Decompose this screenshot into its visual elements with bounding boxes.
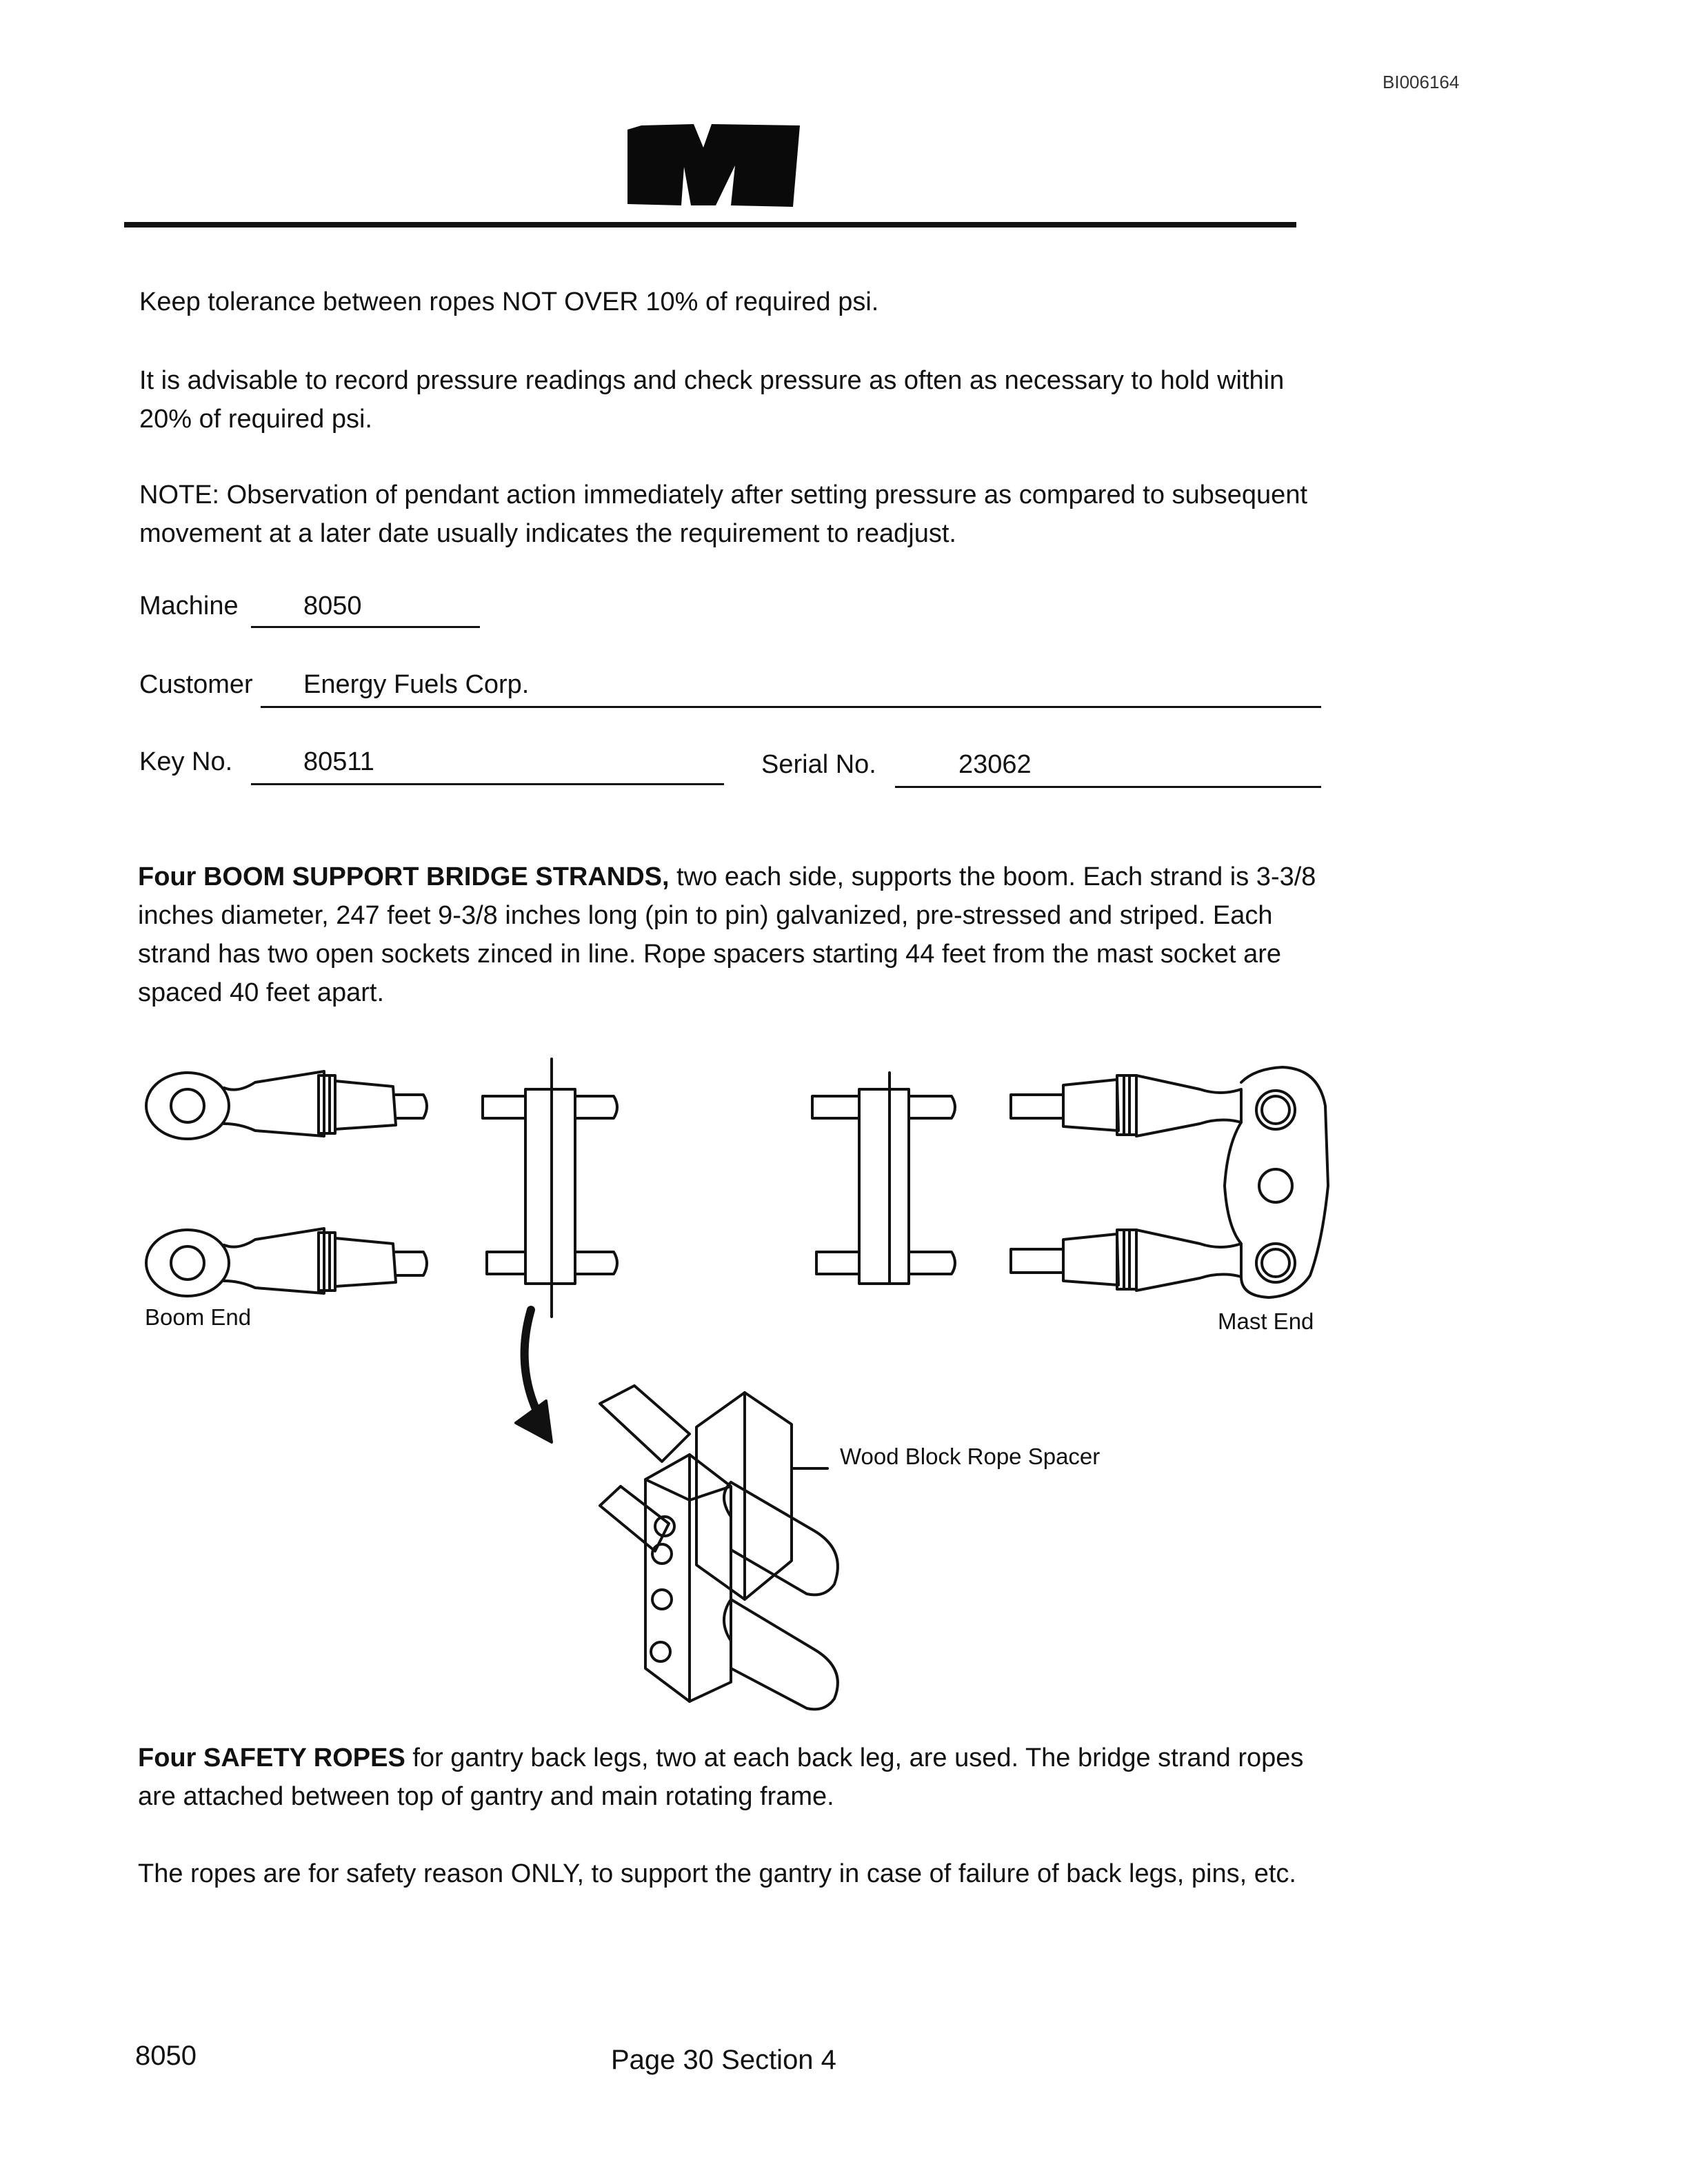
boom-end-label: Boom End <box>145 1304 252 1330</box>
left-spacer-front-view <box>483 1059 617 1317</box>
safety-ropes-lead: Four SAFETY ROPES <box>138 1743 405 1772</box>
footer-model: 8050 <box>135 2041 197 2071</box>
safety-ropes-body: for gantry back legs, two at each back leg, are used. The bridge strand ropes are attached between top of gantry and main rotating frame. <box>138 1743 1304 1811</box>
note-paragraph: NOTE: Observation of pendant action immediately after setting pressure as compared to subsequent movement at a later date usually indicates the requirement to readjust. <box>139 481 1308 548</box>
spacer-label: Wood Block Rope Spacer <box>840 1444 1101 1469</box>
keyno-label: Key No. <box>139 747 233 776</box>
machine-label: Machine <box>139 592 239 620</box>
serial-label: Serial No. <box>761 750 876 779</box>
right-spacer-front-view <box>812 1073 955 1284</box>
mast-end-sockets <box>1011 1067 1328 1297</box>
customer-value: Energy Fuels Corp. <box>303 670 530 699</box>
footer-page: Page 30 Section 4 <box>611 2045 836 2075</box>
customer-label: Customer <box>139 670 253 699</box>
boom-end-socket-top <box>146 1071 427 1139</box>
boom-end-socket-bottom <box>146 1228 427 1296</box>
bridge-strands-lead: Four BOOM SUPPORT BRIDGE STRANDS, <box>138 862 670 891</box>
tolerance-paragraph: Keep tolerance between ropes NOT OVER 10% of required psi. <box>139 287 879 316</box>
safety-reason-paragraph: The ropes are for safety reason ONLY, to support the gantry in case of failure of back legs, pins, etc. <box>138 1859 1296 1888</box>
machine-value: 8050 <box>303 592 362 620</box>
mast-end-label: Mast End <box>1218 1308 1314 1334</box>
serial-value: 23062 <box>958 750 1032 779</box>
advisable-paragraph: It is advisable to record pressure readings and check pressure as often as necessary to hold within 20% of required psi. <box>139 366 1285 434</box>
wood-block-rope-spacer <box>600 1386 838 1709</box>
keyno-value: 80511 <box>303 747 374 776</box>
bridge-strands-body: two each side, supports the boom. Each strand is 3-3/8 inches diameter, 247 feet 9-3/8 inches long (pin to pin) galvanized, pre-stressed and striped. Each strand has two open sockets zinced in line. Rope spacers starting 44 feet from the mast socket are spaced 40 feet apart. <box>138 862 1316 1007</box>
document-id: BI006164 <box>1383 72 1460 92</box>
curved-arrow <box>516 1310 552 1442</box>
safety-ropes-paragraph <box>138 1739 1324 1816</box>
